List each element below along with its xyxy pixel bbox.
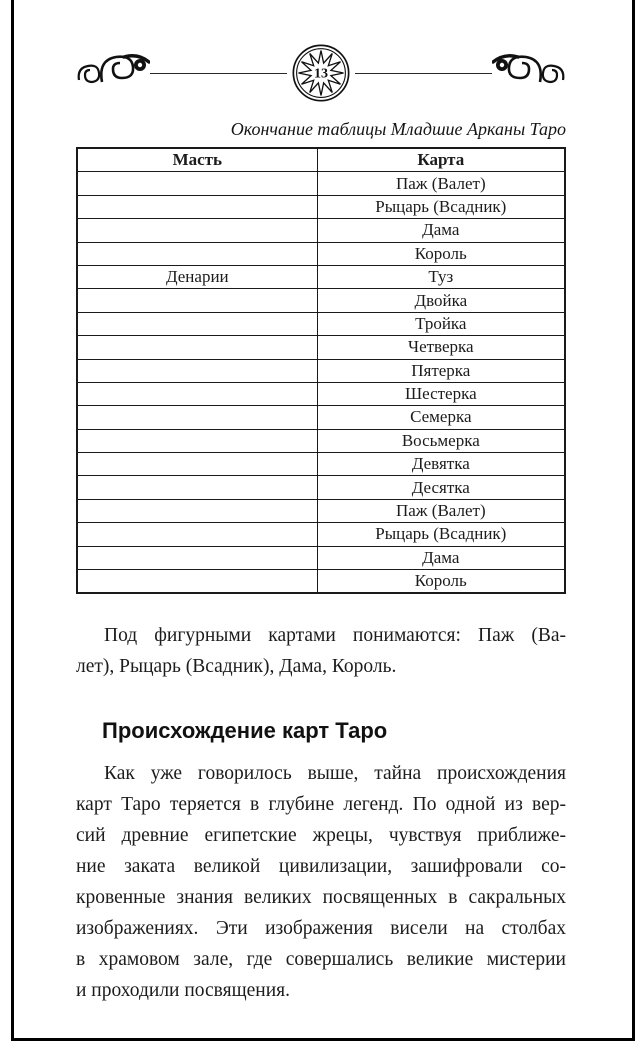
- suit-column-header: Масть: [77, 148, 317, 172]
- table-row: [77, 172, 565, 195]
- text-line: изображениях. Эти изображения висели на столбах: [76, 918, 566, 940]
- table-row: [77, 312, 565, 335]
- swirl-flourish-left-icon: [76, 52, 150, 94]
- text-line: Как уже говорилось выше, тайна происхождения: [104, 763, 566, 785]
- card-cell: Дама: [317, 219, 565, 242]
- table-row: [77, 242, 565, 265]
- page-number-medallion-icon: [291, 43, 351, 103]
- suit-cell: [77, 429, 317, 452]
- minor-arcana-table: [76, 147, 566, 594]
- card-cell: Пятерка: [317, 359, 565, 382]
- text-line: кровенные знания великих посвященных в сакральных: [76, 887, 566, 909]
- table-caption: Окончание таблицы Младшие Арканы Таро: [230, 119, 566, 139]
- card-cell: Рыцарь (Всадник): [317, 523, 565, 546]
- card-cell: Семерка: [317, 406, 565, 429]
- text-line: и проходили посвящения.: [76, 980, 290, 1002]
- table-body: [77, 172, 565, 594]
- text-line: карт Таро теряется в глубине легенд. По одной из вер-: [76, 794, 566, 816]
- card-cell: Двойка: [317, 289, 565, 312]
- suit-cell: Денарии: [77, 265, 317, 288]
- suit-cell: [77, 195, 317, 218]
- table-row: [77, 195, 565, 218]
- suit-cell: [77, 172, 317, 195]
- suit-cell: [77, 219, 317, 242]
- table-row: [77, 546, 565, 569]
- swirl-flourish-right-icon: [492, 52, 566, 94]
- table-row: [77, 476, 565, 499]
- text-line: сий древние египетские жрецы, чувствуя приближе-: [76, 825, 566, 847]
- card-cell: Восьмерка: [317, 429, 565, 452]
- table-row: [77, 406, 565, 429]
- card-column-header: Карта: [317, 148, 565, 172]
- suit-cell: [77, 382, 317, 405]
- page-content: [14, 0, 632, 1038]
- text-line: Под фигурными картами понимаются: Паж (Ва-: [104, 625, 566, 647]
- table-row: [77, 289, 565, 312]
- text-line: лет), Рыцарь (Всадник), Дама, Король.: [76, 656, 397, 678]
- tarot-origin-paragraph: [76, 758, 566, 1006]
- figure-cards-note-paragraph: [76, 620, 566, 682]
- header-rule-right: [355, 73, 492, 74]
- card-cell: Четверка: [317, 336, 565, 359]
- card-cell: Десятка: [317, 476, 565, 499]
- card-cell: Паж (Валет): [317, 499, 565, 522]
- text-line: ние заката великой цивилизации, зашифровали со-: [76, 856, 566, 878]
- table-row: [77, 453, 565, 476]
- suit-cell: [77, 523, 317, 546]
- card-cell: Тройка: [317, 312, 565, 335]
- suit-cell: [77, 546, 317, 569]
- card-cell: Паж (Валет): [317, 172, 565, 195]
- card-cell: Шестерка: [317, 382, 565, 405]
- suit-cell: [77, 242, 317, 265]
- text-line: в храмовом зале, где совершались великие мистерии: [76, 949, 566, 971]
- suit-cell: [77, 476, 317, 499]
- suit-cell: [77, 336, 317, 359]
- table-row: [77, 499, 565, 522]
- table-row: [77, 570, 565, 594]
- card-cell: Девятка: [317, 453, 565, 476]
- section-heading: Происхождение карт Таро: [102, 718, 388, 744]
- header-rule-left: [150, 73, 287, 74]
- table-row: [77, 219, 565, 242]
- table-row: [77, 359, 565, 382]
- table-row: [77, 265, 565, 288]
- card-cell: Рыцарь (Всадник): [317, 195, 565, 218]
- card-cell: Король: [317, 570, 565, 594]
- suit-cell: [77, 570, 317, 594]
- page-number: 13: [313, 65, 329, 82]
- page-header-ornament: [76, 44, 566, 102]
- table-row: [77, 523, 565, 546]
- suit-cell: [77, 359, 317, 382]
- table-row: [77, 429, 565, 452]
- card-cell: Дама: [317, 546, 565, 569]
- suit-cell: [77, 406, 317, 429]
- card-cell: Туз: [317, 265, 565, 288]
- suit-cell: [77, 289, 317, 312]
- suit-cell: [77, 499, 317, 522]
- table-row: [77, 382, 565, 405]
- table-header-row: [77, 148, 565, 172]
- card-cell: Король: [317, 242, 565, 265]
- table-row: [77, 336, 565, 359]
- suit-cell: [77, 312, 317, 335]
- suit-cell: [77, 453, 317, 476]
